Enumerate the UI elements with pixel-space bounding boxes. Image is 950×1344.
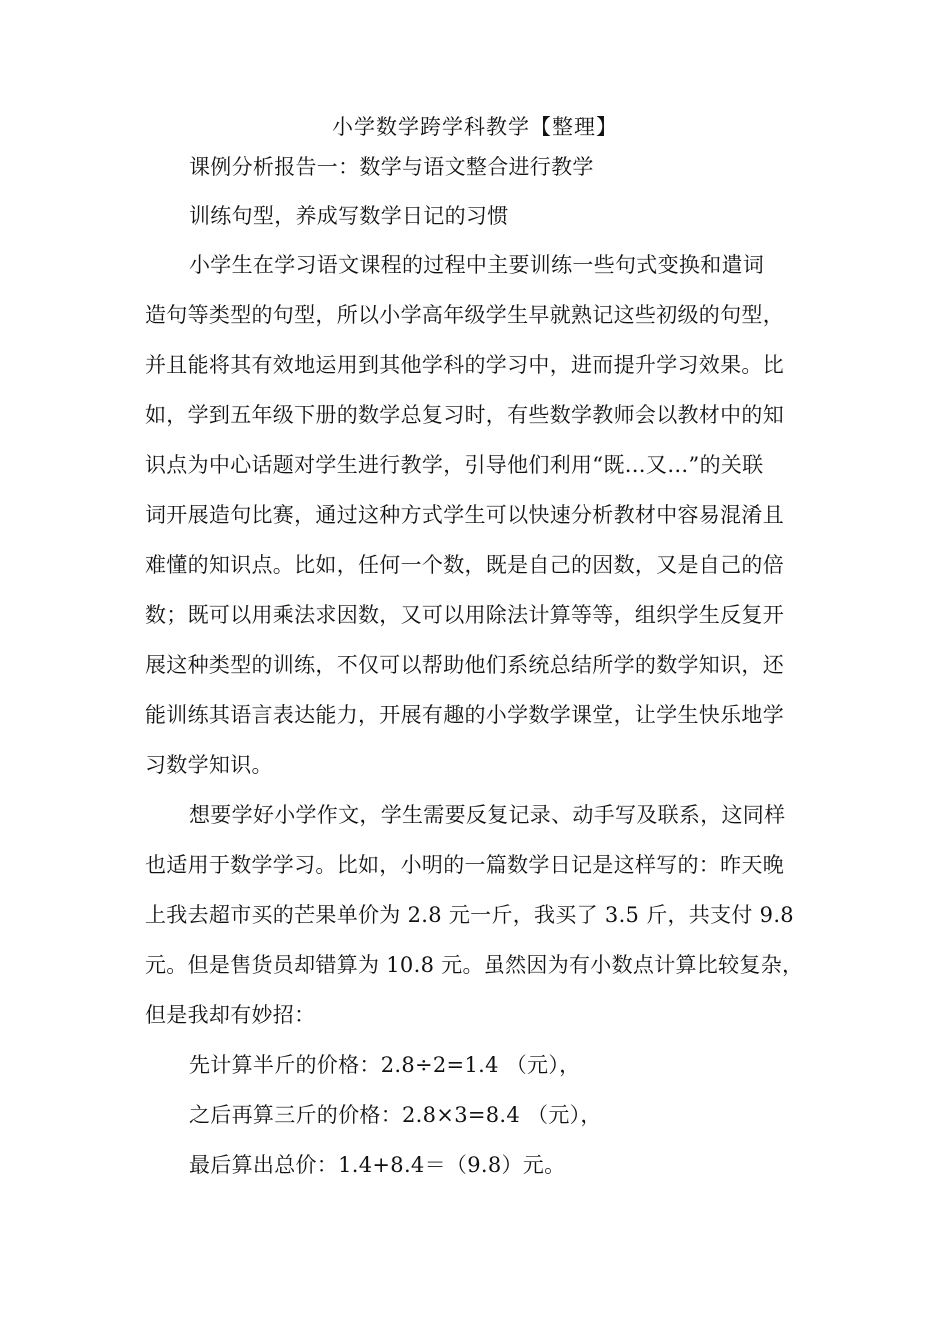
paragraph-line: 词开展造句比赛，通过这种方式学生可以快速分析教材中容易混淆且	[145, 503, 784, 527]
paragraph-line: 想要学好小学作文，学生需要反复记录、动手写及联系，这同样	[189, 803, 786, 827]
subheading: 课例分析报告一：数学与语文整合进行教学	[189, 155, 594, 179]
paragraph-line: 上我去超市买的芒果单价为 2.8 元一斤，我买了 3.5 斤，共支付 9.8	[145, 903, 794, 927]
paragraph-line: 但是我却有妙招：	[145, 1003, 316, 1027]
paragraph-line: 元。但是售货员却错算为 10.8 元。虽然因为有小数点计算比较复杂，	[145, 953, 804, 977]
paragraph-line: 能训练其语言表达能力，开展有趣的小学数学课堂，让学生快乐地学	[145, 703, 784, 727]
paragraph-line: 造句等类型的句型，所以小学高年级学生早就熟记这些初级的句型，	[145, 303, 784, 327]
paragraph-line: 难懂的知识点。比如，任何一个数，既是自己的因数，又是自己的倍	[145, 553, 784, 577]
paragraph-line: 小学生在学习语文课程的过程中主要训练一些句式变换和遣词	[189, 253, 765, 277]
calculation-step: 之后再算三斤的价格：2.8×3=8.4 （元），	[189, 1103, 602, 1127]
paragraph-line: 数；既可以用乘法求因数，又可以用除法计算等等，组织学生反复开	[145, 603, 784, 627]
calculation-step: 最后算出总价：1.4+8.4＝（9.8）元。	[189, 1153, 566, 1177]
paragraph-line: 识点为中心话题对学生进行教学，引导他们利用“既…又…”的关联	[145, 453, 764, 477]
paragraph-line: 展这种类型的训练，不仅可以帮助他们系统总结所学的数学知识，还	[145, 653, 784, 677]
calculation-step: 先计算半斤的价格：2.8÷2=1.4 （元），	[189, 1053, 581, 1077]
paragraph-line: 也适用于数学学习。比如，小明的一篇数学日记是这样写的：昨天晚	[145, 853, 784, 877]
paragraph-line: 习数学知识。	[145, 753, 273, 777]
paragraph-line: 如，学到五年级下册的数学总复习时，有些数学教师会以教材中的知	[145, 403, 784, 427]
document-title: 小学数学跨学科教学【整理】	[332, 115, 618, 139]
paragraph-line: 并且能将其有效地运用到其他学科的学习中，进而提升学习效果。比	[145, 353, 784, 377]
section-heading: 训练句型，养成写数学日记的习惯	[189, 204, 509, 228]
